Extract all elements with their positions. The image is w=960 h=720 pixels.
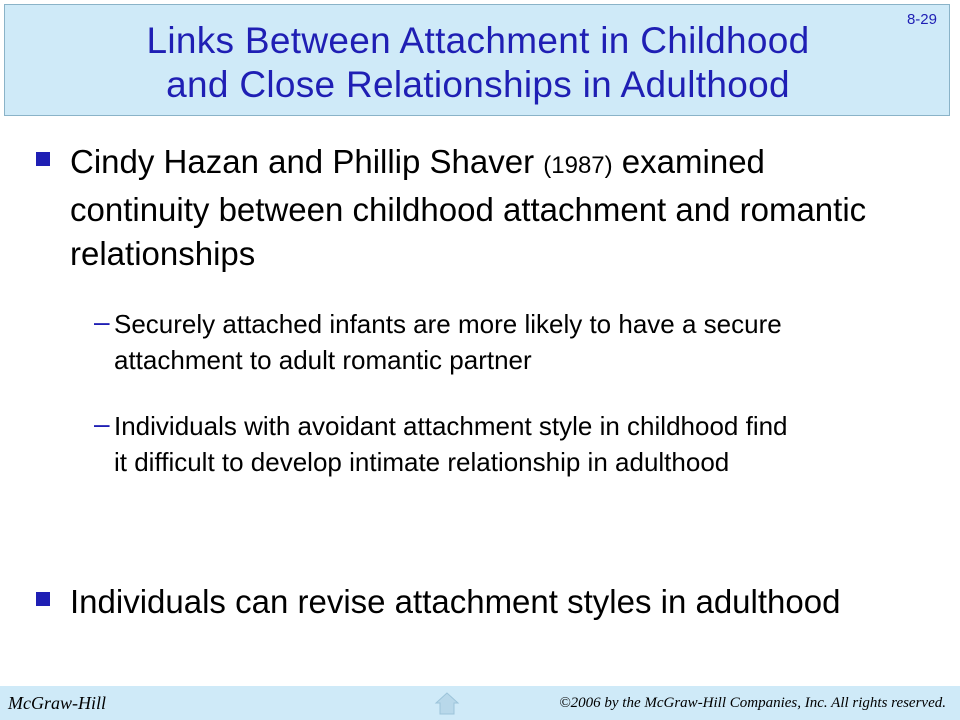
slide-number: 8-29	[906, 11, 937, 28]
sub-bullet-item-2	[94, 408, 914, 480]
footer-bar	[0, 686, 960, 720]
copyright-notice: ©2006 by the McGraw-Hill Companies, Inc. All rights reserved.	[559, 695, 946, 711]
square-bullet-icon	[36, 152, 50, 166]
bullet-text-part: examined	[612, 143, 765, 180]
sub-bullet-line: it difficult to develop intimate relationship in adulthood	[114, 447, 730, 477]
slide-title-line-1: Links Between Attachment in Childhood	[146, 20, 810, 61]
sub-bullet-line: Individuals with avoidant attachment style in childhood find	[114, 411, 788, 441]
dash-bullet-icon: –	[94, 306, 110, 337]
sub-bullet-line: attachment to adult romantic partner	[114, 345, 532, 375]
bullet-text-line: continuity between childhood attachment and romantic	[70, 191, 867, 228]
title-banner	[4, 4, 950, 116]
sub-bullet-item-1	[94, 306, 914, 378]
bullet-text-part: Cindy Hazan and Phillip Shaver	[70, 143, 544, 180]
citation-year: (1987)	[543, 152, 613, 179]
publisher-name: McGraw-Hill	[8, 693, 106, 713]
bullet-text-line: relationships	[70, 235, 256, 272]
bullet-item-1	[36, 140, 916, 276]
bullet-text	[70, 140, 916, 276]
home-icon[interactable]	[432, 688, 462, 718]
sub-bullet-line: Securely attached infants are more likely to have a secure	[114, 309, 782, 339]
slide-title-line-2: and Close Relationships in Adulthood	[166, 64, 790, 105]
slide-title	[5, 19, 951, 107]
bullet-text: Individuals can revise attachment styles in adulthood	[70, 583, 841, 620]
dash-bullet-icon: –	[94, 408, 110, 439]
sub-bullet-text	[114, 408, 914, 480]
sub-bullet-text	[114, 306, 914, 378]
square-bullet-icon	[36, 592, 50, 606]
bullet-item-2	[36, 580, 916, 624]
